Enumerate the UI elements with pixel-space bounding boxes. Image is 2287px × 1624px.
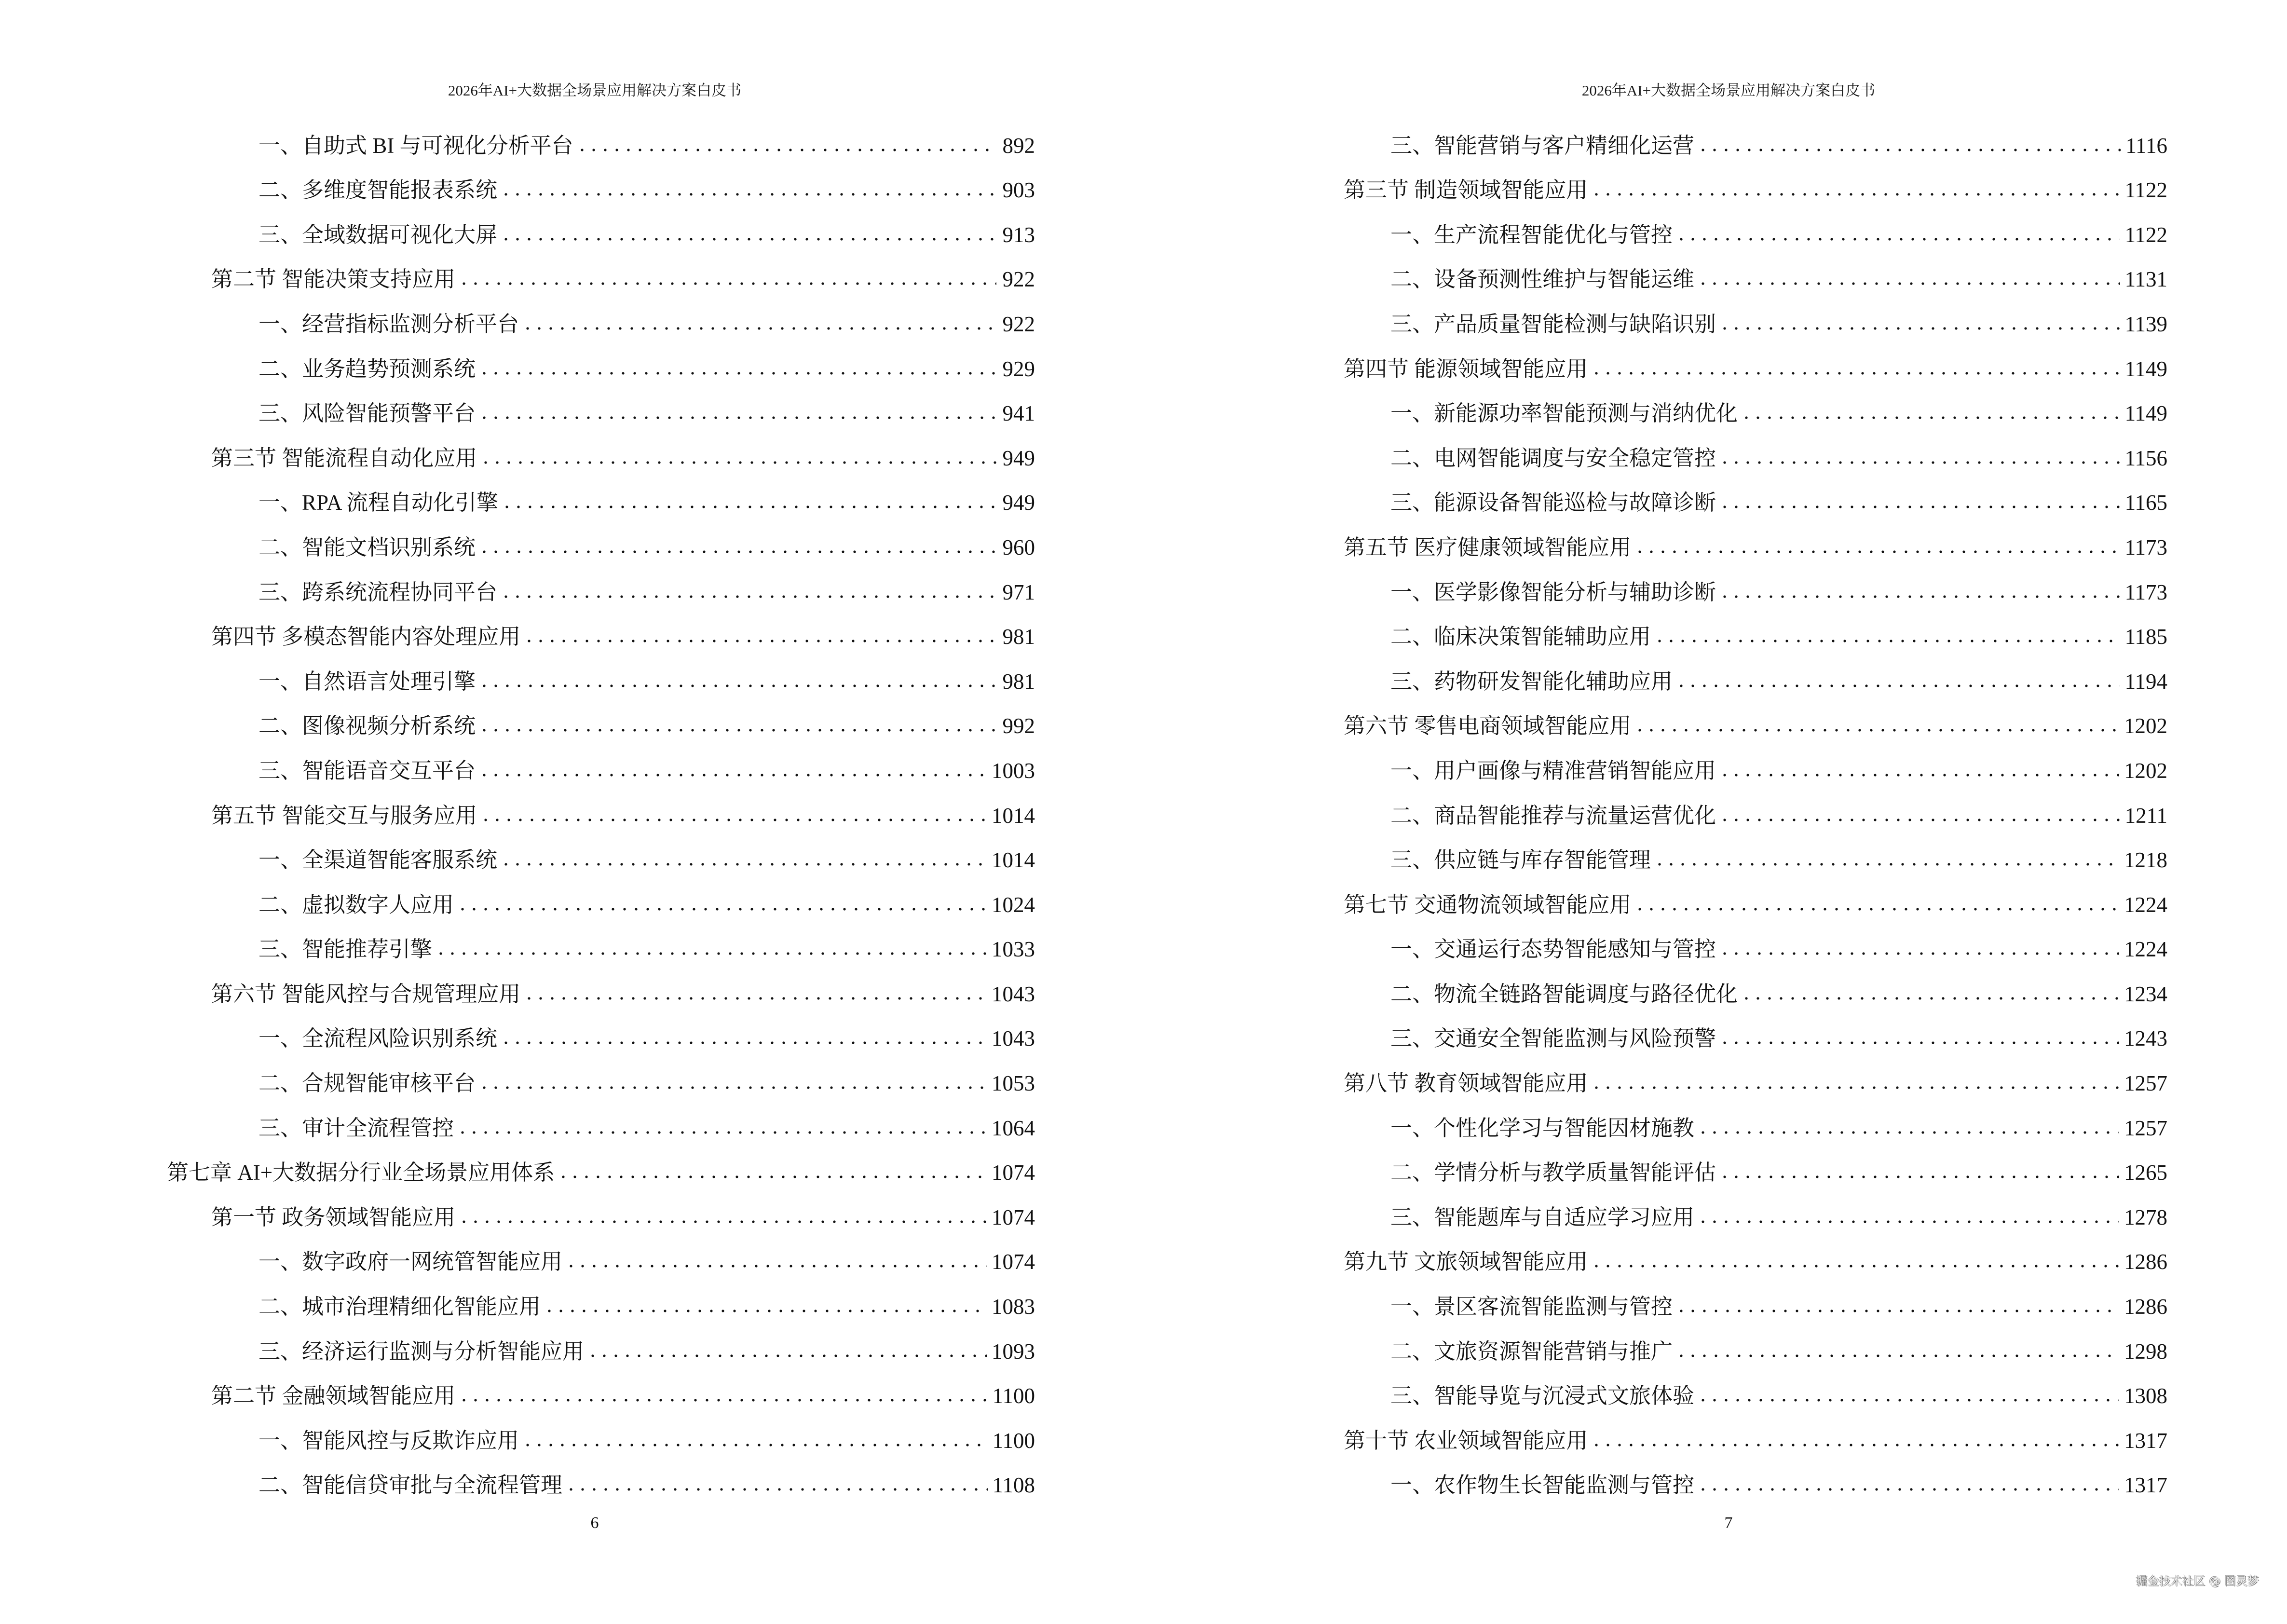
dot-leader — [1591, 356, 2120, 391]
toc-entry-page: 903 — [1002, 178, 1035, 203]
toc-entry-page: 1074 — [992, 1205, 1035, 1229]
toc-entry-title: 一、交通运行态势智能感知与管控 — [1390, 937, 1716, 962]
toc-entry-item[interactable] — [1344, 391, 2167, 436]
dot-leader — [1675, 222, 2120, 257]
running-header: 2026年AI+大数据全场景应用解决方案白皮书 — [1581, 82, 1876, 99]
toc-entry-title: 三、智能语音交互平台 — [259, 758, 476, 783]
toc-entry-title: 一、生产流程智能优化与管控 — [1390, 222, 1673, 247]
dot-leader — [478, 535, 996, 570]
toc-entry-title: 第二节 智能决策支持应用 — [211, 267, 456, 292]
dot-leader — [522, 1428, 988, 1463]
toc-entry-title: 三、交通安全智能监测与风险预警 — [1390, 1026, 1716, 1051]
dot-leader — [478, 356, 996, 391]
toc-entry-title: 第九节 文旅领域智能应用 — [1344, 1250, 1588, 1274]
toc-entry-title: 二、临床决策智能辅助应用 — [1390, 625, 1651, 649]
dot-leader — [544, 1294, 987, 1329]
toc-entry-title: 三、经济运行监测与分析智能应用 — [259, 1339, 585, 1364]
toc-entry-item[interactable] — [1344, 1016, 2167, 1061]
toc-entry-item[interactable] — [167, 525, 1035, 570]
dot-leader — [1675, 1294, 2119, 1329]
toc-entry-page: 1100 — [992, 1384, 1035, 1408]
dot-leader — [1591, 177, 2120, 212]
toc-entry-item[interactable] — [1344, 748, 2167, 793]
dot-leader — [500, 847, 987, 882]
toc-entry-item[interactable] — [1344, 570, 2167, 614]
toc-entry-page: 1224 — [2124, 937, 2167, 962]
toc-entry-item[interactable] — [167, 882, 1035, 927]
toc-entry-item[interactable] — [1344, 614, 2167, 659]
toc-entry-page: 971 — [1002, 580, 1035, 604]
toc-entry-page: 1173 — [2124, 535, 2167, 560]
toc-entry-item[interactable] — [167, 704, 1035, 749]
toc-entry-title: 一、个性化学习与智能因材施教 — [1390, 1116, 1695, 1140]
dot-leader — [1591, 1428, 2119, 1463]
toc-entry-item[interactable] — [167, 1105, 1035, 1150]
toc-entry-page: 1202 — [2124, 758, 2167, 783]
toc-entry-page: 1257 — [2124, 1116, 2167, 1140]
toc-entry-item[interactable] — [167, 212, 1035, 257]
dot-leader — [565, 1249, 987, 1284]
toc-entry-page: 1024 — [992, 892, 1035, 917]
toc-entry-title: 一、自助式 BI 与可视化分析平台 — [259, 133, 573, 158]
toc-entry-item[interactable] — [167, 1240, 1035, 1284]
toc-entry-title: 第五节 医疗健康领域智能应用 — [1344, 535, 1632, 560]
dot-leader — [1675, 669, 2120, 704]
toc-entry-title: 三、风险智能预警平台 — [259, 401, 476, 426]
dot-leader — [500, 1026, 987, 1061]
toc-entry-title: 三、跨系统流程协同平台 — [259, 580, 498, 604]
toc-entry-page: 1298 — [2124, 1339, 2167, 1364]
toc-entry-title: 三、智能营销与客户精细化运营 — [1390, 133, 1695, 158]
toc-entry-item[interactable] — [1344, 1105, 2167, 1150]
toc-entry-page: 1202 — [2124, 714, 2167, 738]
toc-entry-page: 1122 — [2124, 222, 2167, 247]
toc-entry-title: 二、多维度智能报表系统 — [259, 178, 498, 203]
toc-entry-section[interactable] — [1344, 1061, 2167, 1105]
toc-entry-title: 三、供应链与库存智能管理 — [1390, 848, 1651, 873]
toc-entry-title: 三、全域数据可视化大屏 — [259, 222, 498, 247]
toc-entry-item[interactable] — [167, 168, 1035, 213]
dot-leader — [500, 222, 996, 257]
toc-entry-item[interactable] — [1344, 1150, 2167, 1195]
toc-entry-page: 1224 — [2124, 892, 2167, 917]
dot-leader — [435, 937, 987, 971]
toc-entry-section[interactable] — [1344, 346, 2167, 391]
toc-entry-title: 一、新能源功率智能预测与消纳优化 — [1390, 401, 1738, 426]
toc-entry-title: 二、合规智能审核平台 — [259, 1071, 476, 1096]
toc-entry-title: 一、数字政府一网统管智能应用 — [259, 1250, 563, 1274]
toc-entry-chapter[interactable] — [167, 1150, 1035, 1195]
toc-entry-title: 一、用户画像与精准营销智能应用 — [1390, 758, 1716, 783]
dot-leader — [500, 177, 996, 212]
toc-entry-section[interactable] — [1344, 1240, 2167, 1284]
toc-entry-page: 981 — [1002, 625, 1035, 649]
toc-entry-page: 1014 — [992, 848, 1035, 873]
dot-leader — [1675, 1339, 2119, 1374]
toc-entry-page: 1074 — [992, 1250, 1035, 1274]
toc-entry-item[interactable] — [167, 1284, 1035, 1329]
toc-entry-section[interactable] — [167, 614, 1035, 659]
toc-entry-page: 1033 — [992, 937, 1035, 962]
dot-leader — [1697, 1473, 2119, 1507]
toc-entry-title: 第一节 政务领域智能应用 — [211, 1205, 456, 1229]
toc-entry-item[interactable] — [167, 659, 1035, 704]
dot-leader — [478, 669, 996, 704]
toc-entry-page: 922 — [1002, 312, 1035, 336]
dot-leader — [1654, 624, 2120, 659]
toc-entry-page: 1003 — [992, 758, 1035, 783]
dot-leader — [1719, 580, 2120, 614]
toc-entry-page: 949 — [1002, 491, 1035, 515]
toc-entry-item[interactable] — [167, 480, 1035, 525]
dot-leader — [457, 1116, 987, 1150]
toc-entry-title: 第四节 能源领域智能应用 — [1344, 356, 1588, 381]
toc-entry-section[interactable] — [1344, 525, 2167, 570]
toc-entry-title: 三、智能题库与自适应学习应用 — [1390, 1205, 1695, 1229]
dot-leader — [558, 1160, 987, 1195]
toc-entry-item[interactable] — [167, 1061, 1035, 1105]
toc-entry-item[interactable] — [1344, 793, 2167, 838]
dot-leader — [480, 446, 996, 480]
toc-entry-section[interactable] — [167, 1374, 1035, 1419]
toc-entry-item[interactable] — [1344, 257, 2167, 302]
toc-entry-title: 第十节 农业领域智能应用 — [1344, 1428, 1588, 1453]
toc-entry-section[interactable] — [167, 436, 1035, 480]
dot-leader — [587, 1339, 987, 1374]
toc-entry-item[interactable] — [167, 123, 1035, 168]
toc-entry-title: 二、业务趋势预测系统 — [259, 356, 476, 381]
dot-leader — [1719, 1160, 2119, 1195]
toc-entry-page: 1286 — [2124, 1295, 2167, 1319]
toc-entry-page: 1257 — [2124, 1071, 2167, 1096]
toc-entry-page: 1165 — [2124, 491, 2167, 515]
toc-entry-page: 892 — [1002, 133, 1035, 158]
toc-entry-item[interactable] — [1344, 927, 2167, 972]
toc-entry-section[interactable] — [167, 1195, 1035, 1240]
toc-entry-item[interactable] — [1344, 1374, 2167, 1419]
toc-entry-item[interactable] — [167, 301, 1035, 346]
toc-entry-page: 1149 — [2124, 356, 2167, 381]
toc-entry-item[interactable] — [1344, 480, 2167, 525]
toc-entry-page: 1194 — [2124, 669, 2167, 694]
dot-leader — [1654, 847, 2119, 882]
toc-entry-title: 第二节 金融领域智能应用 — [211, 1384, 456, 1408]
toc-entry-page: 1265 — [2124, 1160, 2167, 1185]
toc-entry-section[interactable] — [1344, 1418, 2167, 1463]
toc-entry-item[interactable] — [1344, 838, 2167, 883]
toc-entry-page: 1053 — [992, 1071, 1035, 1096]
toc-entry-title: 三、能源设备智能巡检与故障诊断 — [1390, 491, 1716, 515]
dot-leader — [478, 758, 987, 793]
table-of-contents — [167, 123, 1035, 1507]
toc-entry-title: 一、农作物生长智能监测与管控 — [1390, 1473, 1695, 1498]
toc-entry-page: 913 — [1002, 222, 1035, 247]
toc-entry-page: 1014 — [992, 803, 1035, 828]
dot-leader — [1719, 312, 2120, 346]
toc-entry-section[interactable] — [167, 793, 1035, 838]
dot-leader — [1697, 133, 2121, 168]
dot-leader — [1719, 1026, 2119, 1061]
toc-entry-title: 二、文旅资源智能营销与推广 — [1390, 1339, 1673, 1364]
toc-entry-page: 1149 — [2124, 401, 2167, 426]
toc-entry-title: 第三节 智能流程自动化应用 — [211, 446, 477, 470]
toc-entry-title: 一、智能风控与反欺诈应用 — [259, 1428, 519, 1453]
dot-leader — [1719, 446, 2120, 480]
toc-entry-page: 1122 — [2124, 178, 2167, 203]
toc-entry-item[interactable] — [167, 748, 1035, 793]
toc-entry-page: 1278 — [2124, 1205, 2167, 1229]
toc-entry-page: 1308 — [2124, 1384, 2167, 1408]
dot-leader — [457, 892, 987, 927]
running-header: 2026年AI+大数据全场景应用解决方案白皮书 — [448, 82, 742, 99]
toc-entry-item[interactable] — [1344, 1463, 2167, 1508]
toc-entry-page: 1156 — [2124, 446, 2167, 470]
toc-entry-title: 三、药物研发智能化辅助应用 — [1390, 669, 1673, 694]
toc-entry-page: 981 — [1002, 669, 1035, 694]
toc-entry-title: 三、审计全流程管控 — [259, 1116, 454, 1140]
toc-entry-title: 三、产品质量智能检测与缺陷识别 — [1390, 312, 1716, 336]
dot-leader — [1591, 1249, 2119, 1284]
toc-entry-item[interactable] — [167, 838, 1035, 883]
dot-leader — [1697, 1383, 2119, 1418]
toc-entry-section[interactable] — [167, 971, 1035, 1016]
toc-entry-item[interactable] — [1344, 971, 2167, 1016]
toc-entry-item[interactable] — [1344, 123, 2167, 168]
toc-entry-item[interactable] — [167, 1463, 1035, 1508]
dot-leader — [1634, 713, 2119, 748]
dot-leader — [522, 312, 996, 346]
dot-leader — [523, 624, 996, 659]
dot-leader — [1697, 267, 2120, 301]
toc-entry-page: 1074 — [992, 1160, 1035, 1185]
toc-entry-item[interactable] — [1344, 1329, 2167, 1374]
toc-entry-title: 一、全流程风险识别系统 — [259, 1026, 498, 1051]
dot-leader — [458, 267, 996, 301]
toc-entry-page: 1243 — [2124, 1026, 2167, 1051]
toc-entry-item[interactable] — [167, 570, 1035, 614]
toc-entry-title: 二、设备预测性维护与智能运维 — [1390, 267, 1695, 292]
toc-entry-title: 一、景区客流智能监测与管控 — [1390, 1295, 1673, 1319]
toc-entry-item[interactable] — [1344, 1284, 2167, 1329]
toc-entry-section[interactable] — [1344, 168, 2167, 213]
toc-entry-title: 第三节 制造领域智能应用 — [1344, 178, 1588, 203]
dot-leader — [478, 401, 996, 436]
dot-leader — [1719, 758, 2119, 793]
dot-leader — [480, 803, 987, 838]
dot-leader — [565, 1473, 988, 1507]
toc-entry-page: 1139 — [2124, 312, 2167, 336]
toc-entry-page: 1234 — [2124, 982, 2167, 1006]
dot-leader — [1591, 1071, 2119, 1105]
dot-leader — [1719, 937, 2119, 971]
toc-entry-page: 960 — [1002, 535, 1035, 560]
toc-entry-section[interactable] — [1344, 704, 2167, 749]
toc-entry-item[interactable] — [1344, 436, 2167, 480]
dot-leader — [1741, 982, 2119, 1016]
toc-entry-page: 1083 — [992, 1295, 1035, 1319]
toc-entry-page: 1286 — [2124, 1250, 2167, 1274]
toc-entry-page: 1173 — [2124, 580, 2167, 604]
dot-leader — [1634, 535, 2120, 570]
dot-leader — [1719, 803, 2120, 838]
toc-entry-page: 1108 — [992, 1473, 1035, 1498]
table-of-contents — [1344, 123, 2167, 1507]
watermark: 掘金技术社区 @ 图灵梦 — [2136, 1574, 2259, 1588]
toc-entry-title: 第七章 AI+大数据分行业全场景应用体系 — [167, 1160, 555, 1185]
toc-entry-page: 1043 — [992, 1026, 1035, 1051]
toc-entry-title: 第七节 交通物流领域智能应用 — [1344, 892, 1632, 917]
dot-leader — [458, 1383, 987, 1418]
toc-entry-title: 二、图像视频分析系统 — [259, 714, 476, 738]
toc-entry-page: 1218 — [2124, 848, 2167, 873]
toc-entry-item[interactable] — [1344, 301, 2167, 346]
toc-entry-title: 第六节 零售电商领域智能应用 — [1344, 714, 1632, 738]
toc-entry-title: 二、智能信贷审批与全流程管理 — [259, 1473, 563, 1498]
toc-entry-page: 922 — [1002, 267, 1035, 292]
toc-entry-page: 1211 — [2124, 803, 2167, 828]
toc-entry-title: 第四节 多模态智能内容处理应用 — [211, 625, 521, 649]
toc-entry-page: 929 — [1002, 356, 1035, 381]
toc-entry-page: 1131 — [2124, 267, 2167, 292]
dot-leader — [1697, 1116, 2119, 1150]
toc-entry-page: 1043 — [992, 982, 1035, 1006]
toc-entry-page: 1116 — [2125, 133, 2167, 158]
toc-entry-title: 一、全渠道智能客服系统 — [259, 848, 498, 873]
dot-leader — [478, 1071, 987, 1105]
toc-entry-title: 二、虚拟数字人应用 — [259, 892, 454, 917]
dot-leader — [501, 490, 996, 525]
toc-entry-title: 二、商品智能推荐与流量运营优化 — [1390, 803, 1716, 828]
toc-entry-title: 三、智能推荐引擎 — [259, 937, 433, 962]
dot-leader — [523, 982, 987, 1016]
toc-entry-section[interactable] — [167, 257, 1035, 302]
toc-entry-title: 二、学情分析与教学质量智能评估 — [1390, 1160, 1716, 1185]
dot-leader — [1719, 490, 2120, 525]
page-number: 7 — [1724, 1514, 1733, 1532]
toc-entry-title: 第五节 智能交互与服务应用 — [211, 803, 477, 828]
toc-entry-item[interactable] — [167, 346, 1035, 391]
dot-leader — [1697, 1205, 2119, 1240]
toc-entry-title: 第八节 教育领域智能应用 — [1344, 1071, 1588, 1096]
dot-leader — [576, 133, 996, 168]
toc-entry-item[interactable] — [1344, 659, 2167, 704]
toc-entry-page: 1185 — [2124, 625, 2167, 649]
toc-entry-title: 二、电网智能调度与安全稳定管控 — [1390, 446, 1716, 470]
toc-entry-page: 992 — [1002, 714, 1035, 738]
toc-entry-page: 1317 — [2124, 1473, 2167, 1498]
toc-entry-page: 949 — [1002, 446, 1035, 470]
toc-entry-title: 二、物流全链路智能调度与路径优化 — [1390, 982, 1738, 1006]
dot-leader — [1634, 892, 2119, 927]
toc-entry-section[interactable] — [1344, 882, 2167, 927]
toc-entry-page: 941 — [1002, 401, 1035, 426]
toc-entry-item[interactable] — [1344, 1195, 2167, 1240]
toc-entry-page: 1064 — [992, 1116, 1035, 1140]
toc-entry-title: 第六节 智能风控与合规管理应用 — [211, 982, 521, 1006]
toc-entry-item[interactable] — [167, 1016, 1035, 1061]
right-page — [1144, 0, 2287, 1624]
toc-entry-item[interactable] — [167, 391, 1035, 436]
toc-entry-item[interactable] — [1344, 212, 2167, 257]
dot-leader — [458, 1205, 987, 1240]
toc-entry-item[interactable] — [167, 1329, 1035, 1374]
toc-entry-title: 三、智能导览与沉浸式文旅体验 — [1390, 1384, 1695, 1408]
toc-entry-item[interactable] — [167, 927, 1035, 972]
toc-entry-title: 二、城市治理精细化智能应用 — [259, 1295, 541, 1319]
toc-entry-item[interactable] — [167, 1418, 1035, 1463]
dot-leader — [500, 580, 996, 614]
dot-leader — [1741, 401, 2120, 436]
dot-leader — [478, 713, 996, 748]
toc-entry-title: 一、经营指标监测分析平台 — [259, 312, 519, 336]
toc-entry-title: 一、RPA 流程自动化引擎 — [259, 491, 499, 515]
toc-entry-title: 二、智能文档识别系统 — [259, 535, 476, 560]
toc-entry-page: 1093 — [992, 1339, 1035, 1364]
toc-entry-page: 1317 — [2124, 1428, 2167, 1453]
page-number: 6 — [590, 1514, 599, 1532]
toc-entry-page: 1100 — [992, 1428, 1035, 1453]
toc-entry-title: 一、自然语言处理引擎 — [259, 669, 476, 694]
toc-entry-title: 一、医学影像智能分析与辅助诊断 — [1390, 580, 1716, 604]
